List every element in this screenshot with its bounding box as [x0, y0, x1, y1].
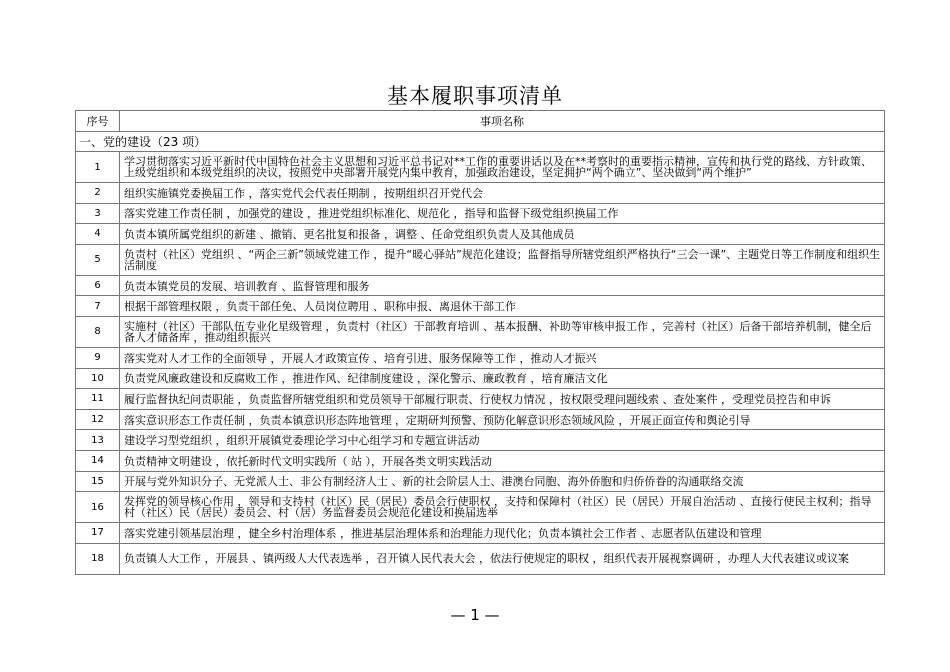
document-title: 基本履职事项清单: [387, 84, 563, 108]
row-index: 17: [76, 523, 120, 544]
row-item-name: 落实党建引领基层治理 ，健全乡村治理体系 ，推进基层治理体系和治理能力现代化；负责本镇社会工作者 、志愿者队伍建设和管理: [120, 523, 885, 544]
row-index: 4: [76, 224, 120, 245]
row-item-name: 根据干部管理权限 ，负责干部任免、人员岗位聘用 、职称申报、离退休干部工作: [120, 296, 885, 317]
table-row: [76, 368, 885, 389]
table-row: [76, 450, 885, 471]
table-header-row: [76, 111, 885, 132]
row-item-name: 建设学习型党组织 ，组织开展镇党委理论学习中心组学习和专题宣讲活动: [120, 430, 885, 451]
header-name: 事项名称: [120, 111, 885, 132]
row-index: 9: [76, 347, 120, 368]
table-row: [76, 543, 885, 574]
row-index: 7: [76, 296, 120, 317]
table-row: [76, 430, 885, 451]
row-item-name: 落实党对人才工作的全面领导 ，开展人才政策宣传 、培育引进、服务保障等工作 ，推动人才振兴: [120, 347, 885, 368]
row-index: 8: [76, 316, 120, 347]
table-row: [76, 347, 885, 368]
row-index: 18: [76, 543, 120, 574]
table-row: [76, 152, 885, 183]
row-index: 5: [76, 244, 120, 275]
row-index: 15: [76, 471, 120, 492]
row-item-name: 实施村（社区）干部队伍专业化星级管理 ，负责村（社区）干部教育培训 、基本报酬、补助等审核申报工作 ，完善村（社区）后备干部培养机制，健全后备人才储备库 ，推动组织振兴: [120, 316, 885, 347]
row-item-name: 负责村（社区）党组织 、“两企三新”领域党建工作 ，提升“暖心驿站”规范化建设；监督指导所辖党组织严格执行“三会一课”、主题党日等工作制度和组织生活制度: [120, 244, 885, 275]
row-index: 13: [76, 430, 120, 451]
row-index: 2: [76, 183, 120, 204]
row-index: 11: [76, 389, 120, 410]
table-row: [76, 471, 885, 492]
row-item-name: 落实意识形态工作责任制 ，负责本镇意识形态阵地管理 ，定期研判预警、预防化解意识形态领域风险 ，开展正面宣传和舆论引导: [120, 409, 885, 430]
row-index: 3: [76, 203, 120, 224]
section-title: 一、党的建设（23 项）: [76, 132, 885, 152]
row-index: 1: [76, 152, 120, 183]
header-index: 序号: [76, 111, 120, 132]
duty-table: [75, 110, 885, 575]
table-row: [76, 492, 885, 523]
section-row: [76, 132, 885, 152]
row-item-name: 负责镇人大工作 ，开展县 、镇两级人大代表选举 ，召开镇人民代表大会 ，依法行使规定的职权 ，组织代表开展视察调研 ，办理人大代表建议或议案: [120, 543, 885, 574]
row-item-name: 负责本镇党员的发展、培训教育 、监督管理和服务: [120, 275, 885, 296]
row-item-name: 发挥党的领导核心作用 ，领导和支持村（社区）民（居民）委员会行使职权 ，支持和保障村（社区）民（居民）开展自治活动 、直接行使民主权利；指导村（社区）民（居民）委员会、村（居）务监督委员会规范化建设和换届选举: [120, 492, 885, 523]
table-row: [76, 203, 885, 224]
row-index: 6: [76, 275, 120, 296]
row-item-name: 履行监督执纪问责职能 ，负责监督所辖党组织和党员领导干部履行职责、行使权力情况 ，按权限受理问题线索 、查处案件 ，受理党员控告和申诉: [120, 389, 885, 410]
row-item-name: 组织实施镇党委换届工作 ，落实党代会代表任期制 ，按期组织召开党代会: [120, 183, 885, 204]
table-row: [76, 523, 885, 544]
page-number: — 1 —: [450, 606, 500, 624]
table-row: [76, 183, 885, 204]
row-item-name: 开展与党外知识分子、无党派人士、非公有制经济人士 、新的社会阶层人士、港澳台同胞、海外侨胞和归侨侨眷的沟通联络交流: [120, 471, 885, 492]
table-row: [76, 244, 885, 275]
row-index: 12: [76, 409, 120, 430]
row-index: 10: [76, 368, 120, 389]
table-row: [76, 275, 885, 296]
table-row: [76, 389, 885, 410]
row-item-name: 负责党风廉政建设和反腐败工作 ，推进作风、纪律制度建设 ，深化警示、廉政教育 ，培育廉洁文化: [120, 368, 885, 389]
table-row: [76, 316, 885, 347]
table-row: [76, 296, 885, 317]
row-index: 16: [76, 492, 120, 523]
row-index: 14: [76, 450, 120, 471]
row-item-name: 落实党建工作责任制 ，加强党的建设 ，推进党组织标准化、规范化 ，指导和监督下级党组织换届工作: [120, 203, 885, 224]
table-row: [76, 409, 885, 430]
row-item-name: 负责本镇所属党组织的新建 、撤销、更名批复和报备 ，调整 、任命党组织负责人及其他成员: [120, 224, 885, 245]
row-item-name: 负责精神文明建设 ，依托新时代文明实践所（ 站 ），开展各类文明实践活动: [120, 450, 885, 471]
row-item-name: 学习贯彻落实习近平新时代中国特色社会主义思想和习近平总书记对**工作的重要讲话以及在**考察时的重要指示精神，宣传和执行党的路线、方针政策、上级党组织和本级党组织的决议，按照党中央部署开展党内集中教育，加强政治建设，坚定拥护“两个确立”、坚决做到“两个维护”: [120, 152, 885, 183]
table-row: [76, 224, 885, 245]
